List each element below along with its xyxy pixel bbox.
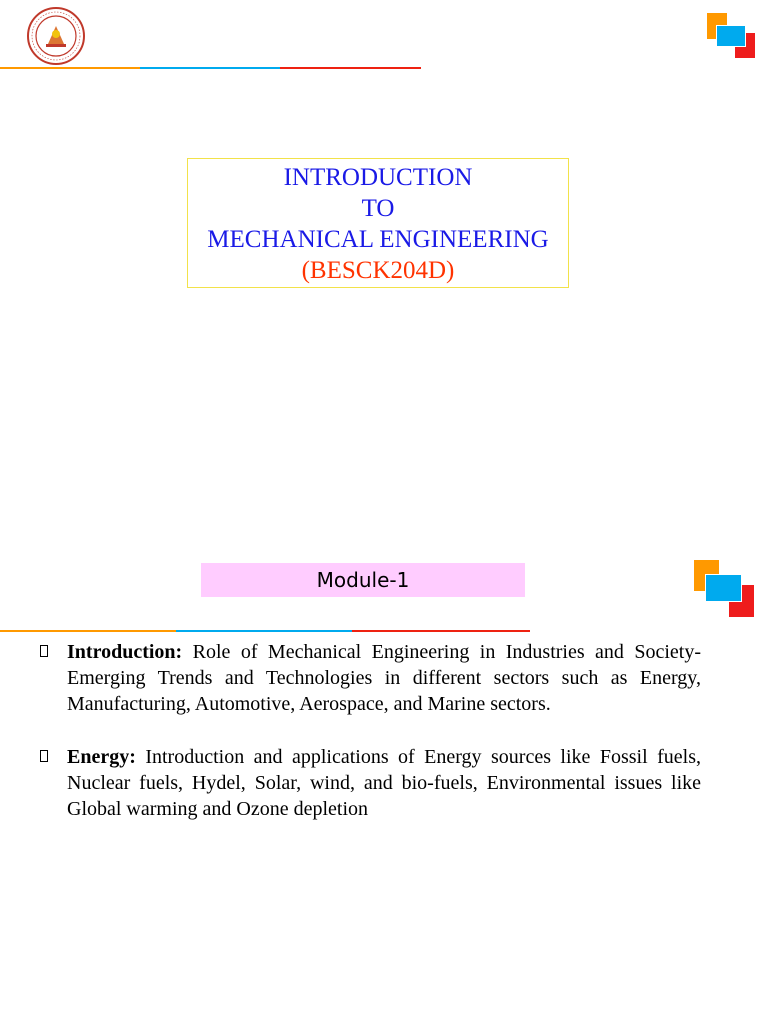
topic-body: Role of Mechanical Engineering in Industries and Society- Emerging Trends and Technologies in different sectors such as Energy, Manufacturing, Automotive, Aerospace, and Marine sectors. [67,641,701,715]
course-title-box [187,158,569,288]
institution-seal-icon [26,6,86,66]
topic-heading: Energy: [67,746,136,768]
bullet-box-icon [40,750,48,762]
institution-logo [26,6,86,66]
topic-introduction [40,639,701,717]
bullet-box-icon [40,645,48,657]
topic-heading: Introduction: [67,641,183,663]
module-heading: Module-1 [201,563,525,597]
course-code: (BESCK204D) [301,257,455,284]
title-line-1: INTRODUCTION [283,164,473,191]
title-line-2: TO [361,195,395,222]
title-line-3: MECHANICAL ENGINEERING [207,226,549,253]
topic-energy [40,744,701,822]
topic-body: Introduction and applications of Energy sources like Fossil fuels, Nuclear fuels, Hydel, Solar, wind, and bio-fuels, Environmental issues like Global warming and Ozone depletion [67,746,701,820]
